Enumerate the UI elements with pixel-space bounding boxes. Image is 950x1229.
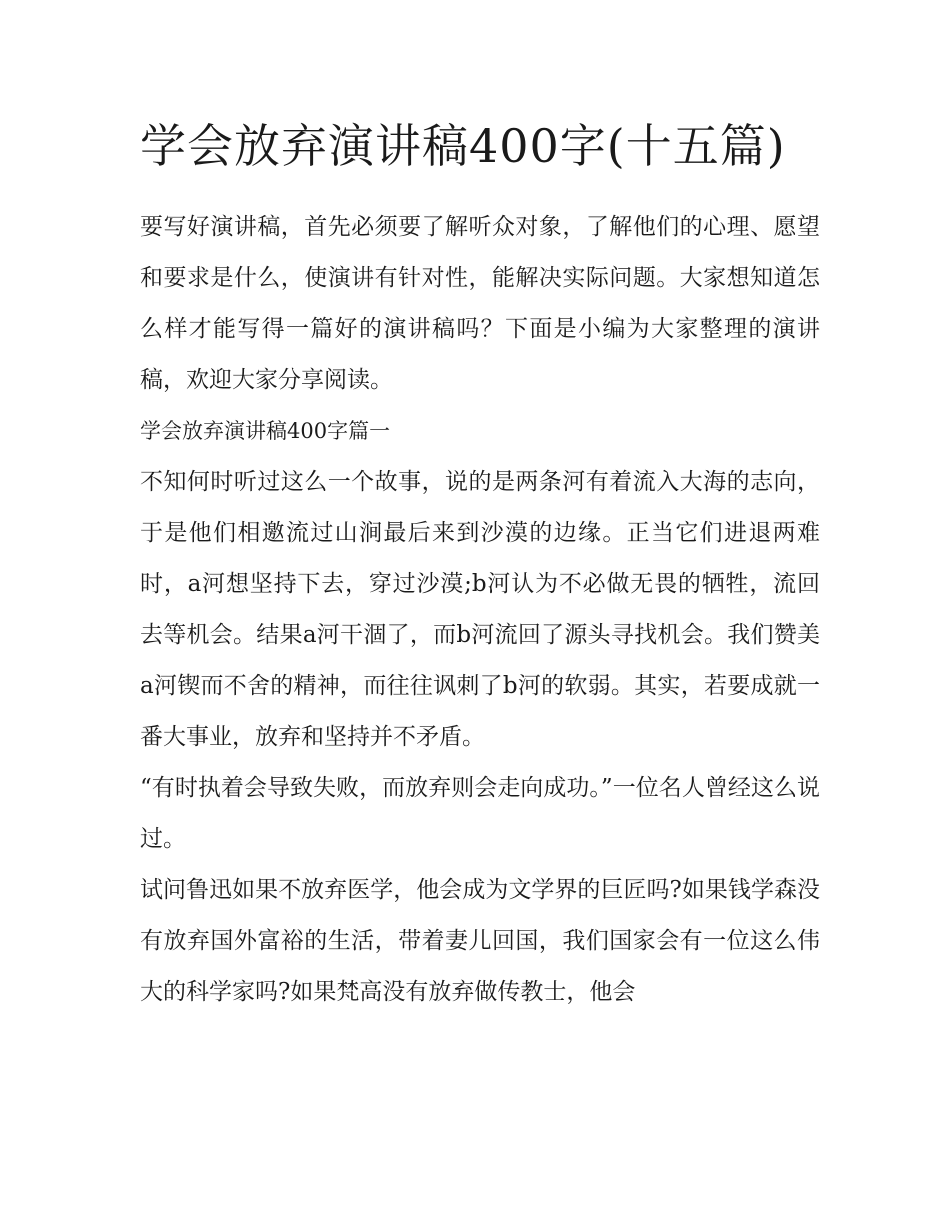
intro-paragraph: 要写好演讲稿，首先必须要了解听众对象，了解他们的心理、愿望和要求是什么，使演讲有针对性，能解决实际问题。大家想知道怎么样才能写得一篇好的演讲稿吗？下面是小编为大家整理的演讲稿，欢迎大家分享阅读。 <box>140 214 820 393</box>
document-page <box>140 110 820 1018</box>
section-heading: 学会放弃演讲稿400字篇一 <box>140 419 391 443</box>
body-paragraph-3: 试问鲁迅如果不放弃医学，他会成为文学界的巨匠吗?如果钱学森没有放弃国外富裕的生活，带着妻儿回国，我们国家会有一位这么伟大的科学家吗?如果梵高没有放弃做传教士，他会 <box>140 877 820 1005</box>
body-paragraph-1: 不知何时听过这么一个故事，说的是两条河有着流入大海的志向，于是他们相邀流过山涧最后来到沙漠的边缘。正当它们进退两难时，a河想坚持下去，穿过沙漠;b河认为不必做无畏的牺牲，流回去等机会。结果a河干涸了，而b河流回了源头寻找机会。我们赞美a河锲而不舍的精神，而往往讽刺了b河的软弱。其实，若要成就一番大事业，放弃和坚持并不矛盾。 <box>140 469 820 750</box>
body-paragraph-2: “有时执着会导致失败，而放弃则会走向成功。”一位名人曾经这么说过。 <box>140 775 820 852</box>
document-title: 学会放弃演讲稿400字(十五篇) <box>140 119 786 173</box>
